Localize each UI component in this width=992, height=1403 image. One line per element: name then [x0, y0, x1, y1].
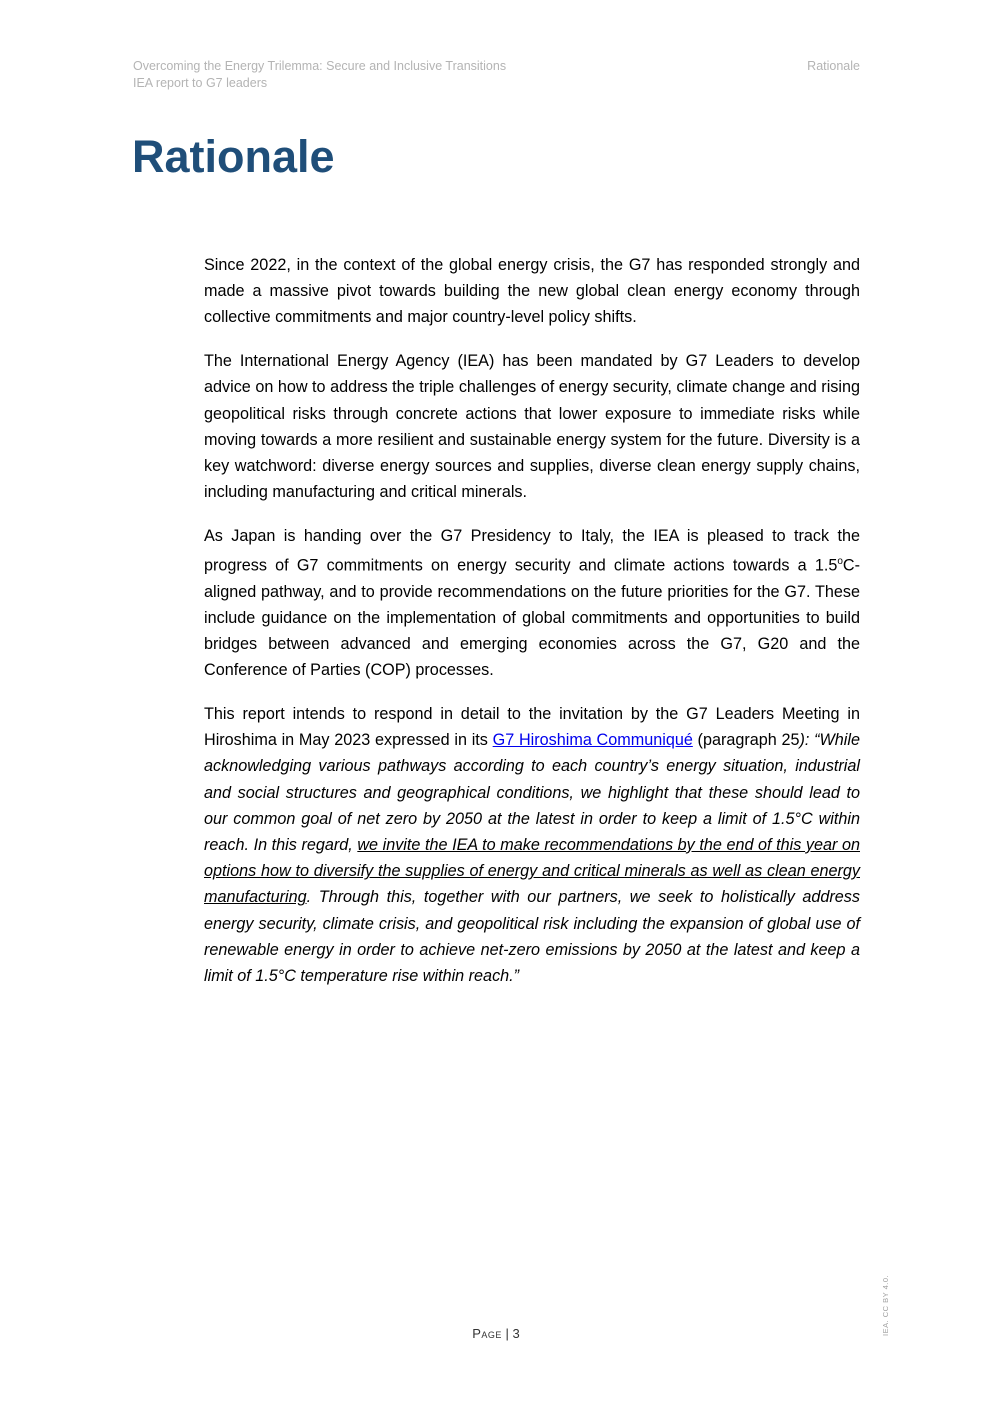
communique-quote-end: . Through this, together with our partners, we seek to holistically address energy security, climate crisis, and geopolitical risk including the expansion of global use of renewable energy in order to achieve net-zero emissions by 2050 at the latest and keep a limit of 1.5°C temperature rise within reach.” [204, 888, 860, 985]
page-footer [0, 1326, 992, 1341]
paragraph-3-text-end: C-aligned pathway, and to provide recommendations on the future priorities for the G7. These include guidance on the implementation of global commitments and opportunities to build bridges between advanced and emerging economies across the G7, G20 and the Conference of Parties (COP) processes. [204, 556, 860, 680]
header-report-subtitle: IEA report to G7 leaders [133, 76, 268, 90]
license-text: IEA. CC BY 4.0. [881, 1274, 890, 1336]
paragraph-3-text-start: As Japan is handing over the G7 Presidency to Italy, the IEA is pleased to track the progress of G7 commitments on energy security and climate actions towards a 1.5 [204, 526, 860, 575]
g7-hiroshima-communique-link[interactable]: G7 Hiroshima Communiqué [492, 731, 693, 750]
communique-quote-start: ): “While acknowledging various pathways according to each country’s energy situation, industrial and social structures and geographical conditions, we highlight that these should lead to our common goal of net zero by 2050 at the latest in order to keep a limit of 1.5°C within reach. In this regard, [204, 731, 860, 854]
page-number: 3 [512, 1326, 520, 1341]
page-header [133, 58, 860, 92]
paragraph-2: The International Energy Agency (IEA) has been mandated by G7 Leaders to develop advice on how to address the triple challenges of energy security, climate change and rising geopolitical risks through concrete actions that lower exposure to immediate risks while moving towards a more resilient and sustainable energy system for the future. Diversity is a key watchword: diverse energy sources and supplies, diverse clean energy supply chains, including manufacturing and critical minerals. [204, 352, 860, 502]
header-section-name: Rationale [807, 59, 860, 73]
main-content [204, 252, 860, 1007]
communique-quote-highlight: we invite the IEA to make recommendations by the end of this year on options how to diversify the supplies of energy and critical minerals as well as clean energy manufacturing [204, 835, 860, 907]
paragraph-4 [204, 701, 860, 989]
paragraph-3 [204, 523, 860, 684]
degree-superscript: o [837, 556, 843, 568]
page-separator: | [501, 1326, 513, 1341]
paragraph-4-reference: (paragraph 25 [692, 731, 800, 750]
paragraph-1: Since 2022, in the context of the global energy crisis, the G7 has responded strongly and made a massive pivot towards building the new global clean energy economy through collective commitments and major country-level policy shifts. [204, 256, 860, 327]
page-label: Page [472, 1326, 502, 1341]
header-report-title: Overcoming the Energy Trilemma: Secure and Inclusive Transitions [133, 59, 507, 73]
header-report-info [133, 58, 506, 92]
license-note [880, 1272, 892, 1336]
page-title: Rationale [132, 131, 335, 182]
paragraph-4-intro: This report intends to respond in detail to the invitation by the G7 Leaders Meeting in Hiroshima in May 2023 expressed in its [204, 704, 860, 750]
